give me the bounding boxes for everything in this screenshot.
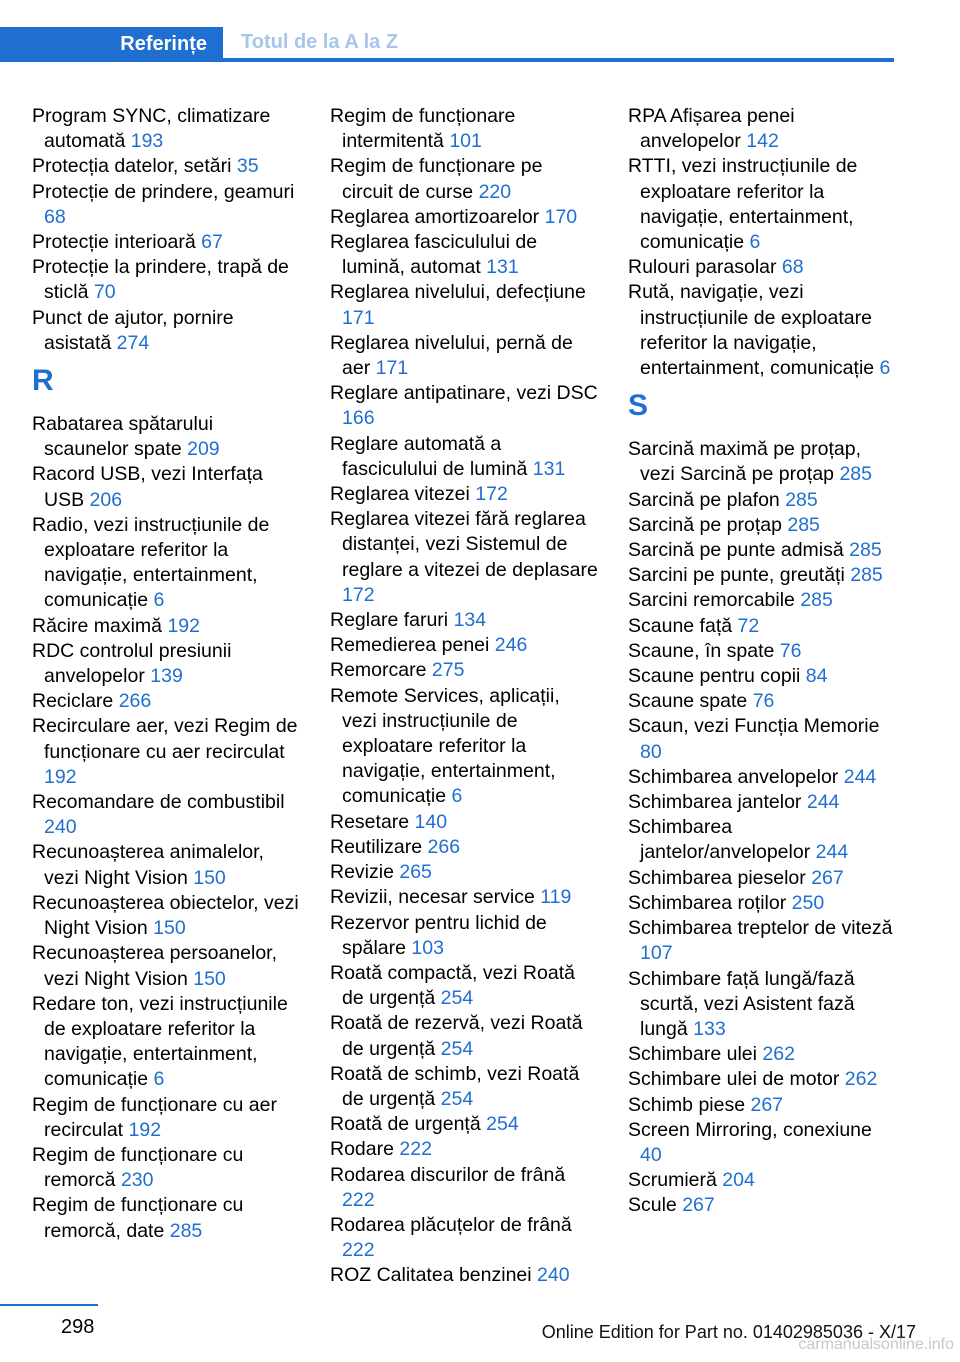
index-entry-text: Scaune spate <box>628 690 748 713</box>
index-entry-text: Schimbarea pieselor <box>628 866 806 889</box>
index-page-link[interactable]: 107 <box>640 942 673 965</box>
index-entry-text: Sarcini remorcabile <box>628 589 795 612</box>
index-entry-text: Rezervor pentru lichid de spălare <box>330 911 547 959</box>
index-entry <box>628 1168 896 1193</box>
index-column-2 <box>330 104 598 1289</box>
index-page-link[interactable]: 285 <box>785 488 818 511</box>
index-page-link[interactable]: 204 <box>722 1169 755 1192</box>
page-number: 298 <box>61 1316 95 1338</box>
index-entry-text: Scrumieră <box>628 1169 717 1192</box>
index-entry-text: Scaune față <box>628 614 733 637</box>
index-page-link[interactable]: 275 <box>431 659 465 682</box>
index-page-link[interactable]: 133 <box>693 1017 726 1040</box>
index-entry-text: Recunoașterea animalelor, vezi Night Vision <box>32 841 264 889</box>
index-entry <box>628 866 896 891</box>
index-entry <box>628 815 896 865</box>
index-page-link[interactable]: 84 <box>805 665 828 688</box>
index-page-link[interactable]: 103 <box>411 936 444 959</box>
index-entry-text: Resetare <box>330 810 410 833</box>
index-entry <box>628 967 896 1043</box>
index-page-link[interactable]: 193 <box>130 130 164 153</box>
index-page-link[interactable]: 209 <box>187 438 220 461</box>
index-entry-text: Reglarea nivelului, pernă de aer <box>330 331 573 380</box>
index-page-link[interactable]: 192 <box>167 614 200 637</box>
index-entry <box>32 1193 300 1243</box>
index-page-link[interactable]: 6 <box>749 231 761 254</box>
index-page-link[interactable]: 134 <box>453 609 487 632</box>
index-page-link[interactable]: 142 <box>746 130 779 153</box>
edition-note: Online Edition for Part no. 01402985036 - X/17 <box>541 1322 916 1342</box>
index-page-link[interactable]: 166 <box>342 407 375 430</box>
index-entry <box>32 639 300 689</box>
index-page-link[interactable]: 254 <box>486 1113 519 1136</box>
index-page-link[interactable]: 246 <box>494 634 528 657</box>
index-entry-text: Protecție de prindere, geamuri <box>32 180 295 203</box>
index-entry <box>32 255 300 305</box>
index-entry-text: Remote Services, aplicații, vezi instrucțiunile de exploatare referitor la navigație, entertainment, comunicație <box>330 684 560 808</box>
index-page-link[interactable]: 222 <box>399 1138 432 1161</box>
index-page-link[interactable]: 285 <box>849 539 882 562</box>
index-entry <box>628 765 896 790</box>
header-rule <box>0 58 894 62</box>
index-entry <box>330 835 598 860</box>
index-page-link[interactable]: 131 <box>486 256 519 279</box>
index-entry-text: Racord USB, vezi Interfața USB <box>32 463 263 511</box>
index-entry <box>628 513 896 538</box>
index-entry-text: Reglarea vitezei fără reglarea distanței, vezi Sistemul de reglare a vitezei de deplasare <box>330 508 598 581</box>
index-page-link[interactable]: 285 <box>800 589 833 612</box>
index-entry <box>628 614 896 639</box>
index-page-link[interactable]: 68 <box>44 205 66 228</box>
index-entry <box>628 1042 896 1067</box>
index-entry-text: Sarcină pe proțap <box>628 513 782 536</box>
index-entry <box>628 1067 896 1092</box>
index-entry-text: Reglarea nivelului, defecțiune <box>330 281 586 304</box>
index-entry <box>32 1143 300 1193</box>
index-entry-text: Screen Mirroring, conexiune <box>628 1118 872 1141</box>
index-page-link[interactable]: 244 <box>843 765 877 788</box>
index-entry <box>330 885 598 910</box>
index-entry <box>330 104 598 154</box>
index-entry-text: Roată de rezervă, vezi Roată de urgență <box>330 1012 583 1060</box>
index-page-link[interactable]: 262 <box>844 1068 878 1091</box>
index-entry <box>32 154 300 179</box>
index-page-link[interactable]: 230 <box>120 1169 154 1192</box>
index-entry <box>628 689 896 714</box>
index-entry <box>628 916 896 966</box>
index-page-link[interactable]: 6 <box>451 785 463 808</box>
index-entry <box>32 412 300 462</box>
index-entry-text: Schimbarea anvelopelor <box>628 765 839 788</box>
index-entry-text: Rabatarea spătarului scaunelor spate <box>32 413 214 461</box>
index-entry-text: Recirculare aer, vezi Regim de funcționare cu aer recirculat <box>32 715 298 763</box>
index-page-link[interactable]: 240 <box>537 1264 570 1287</box>
index-page-link[interactable]: 72 <box>737 614 760 637</box>
index-entry-text: ROZ Calitatea benzinei <box>330 1264 532 1287</box>
index-page-link[interactable]: 267 <box>682 1194 715 1217</box>
index-entry-text: Revizie <box>330 861 394 884</box>
index-page-link[interactable]: 119 <box>540 886 572 909</box>
index-entry <box>330 633 598 658</box>
index-entry <box>32 790 300 840</box>
index-entry-text: Regim de funcționare cu remorcă <box>32 1143 244 1192</box>
index-page-link[interactable]: 67 <box>201 231 223 254</box>
index-page-link[interactable]: 76 <box>779 639 802 662</box>
index-entry-text: Reglare antipatinare, vezi DSC <box>330 382 598 405</box>
index-entry-text: Remorcare <box>330 659 427 682</box>
index-entry <box>330 961 598 1011</box>
index-page-link[interactable]: 254 <box>440 1037 474 1060</box>
index-entry-text: Regim de funcționare intermitentă <box>330 105 516 153</box>
index-entry-text: Schimbare față lungă/fază scurtă, vezi Asistent fază lungă <box>628 967 855 1040</box>
index-page-link[interactable]: 285 <box>787 513 820 536</box>
index-page-link[interactable]: 35 <box>236 155 259 178</box>
index-entry <box>32 614 300 639</box>
index-entry-text: RPA Afișarea penei anvelopelor <box>628 105 795 153</box>
index-page-link[interactable]: 244 <box>815 841 849 864</box>
index-entry-text: Regim de funcționare cu aer recirculat <box>32 1093 277 1141</box>
index-entry-text: Schimbare ulei <box>628 1043 757 1066</box>
index-entry-text: Reciclare <box>32 690 114 713</box>
index-entry-text: Reutilizare <box>330 835 423 858</box>
index-entry <box>330 1062 598 1112</box>
index-entry <box>330 1263 598 1288</box>
index-entry-text: Răcire maximă <box>32 614 163 637</box>
index-entry-text: Reglarea amortizoarelor <box>330 205 540 228</box>
index-entry <box>628 538 896 563</box>
index-entry-text: Sarcină pe plafon <box>628 488 780 511</box>
index-entry <box>32 689 300 714</box>
index-page-link[interactable]: 131 <box>532 457 566 480</box>
index-entry-text: Reglarea fasciculului de lumină, automat <box>330 231 538 279</box>
index-entry <box>330 230 598 280</box>
index-page-link[interactable]: 172 <box>475 483 508 506</box>
index-page-link[interactable]: 244 <box>806 791 840 814</box>
index-entry-text: Protecție interioară <box>32 231 196 254</box>
index-entry <box>330 608 598 633</box>
index-entry <box>32 513 300 614</box>
index-page-link[interactable]: 192 <box>128 1118 162 1141</box>
index-page-link[interactable]: 6 <box>879 357 891 380</box>
index-entry <box>628 664 896 689</box>
index-entry <box>628 588 896 613</box>
index-entry <box>32 180 300 230</box>
index-page-link[interactable]: 265 <box>399 861 432 884</box>
index-page-link[interactable]: 220 <box>478 180 512 203</box>
index-entry <box>32 992 300 1093</box>
index-entry-text: Protecție la prindere, trapă de sticlă <box>32 256 289 304</box>
index-entry <box>330 1213 598 1263</box>
footer-rule <box>0 1304 98 1306</box>
index-entry-text: Reglare automată a fasciculului de lumină <box>330 432 528 480</box>
index-entry <box>628 1193 896 1218</box>
index-entry-text: Regim de funcționare cu remorcă, date <box>32 1194 244 1242</box>
index-entry-text: Schimb piese <box>628 1093 746 1116</box>
index-entry <box>628 563 896 588</box>
index-page-link[interactable]: 267 <box>811 866 844 889</box>
index-page-link[interactable]: 170 <box>544 205 578 228</box>
index-entry-text: Schimbarea jantelor <box>628 791 802 814</box>
index-entry-text: Rodare <box>330 1138 394 1161</box>
index-entry-text: Schimbarea roților <box>628 891 787 914</box>
index-entry-text: Recomandare de combustibil <box>32 791 285 814</box>
index-entry <box>330 684 598 810</box>
index-letter-heading: S <box>628 389 649 423</box>
index-entry-text: Schimbarea jantelor/anvelopelor <box>628 816 811 864</box>
index-page-link[interactable]: 266 <box>427 835 461 858</box>
index-page-link[interactable]: 254 <box>440 987 474 1010</box>
index-entry <box>32 462 300 512</box>
index-page-link[interactable]: 150 <box>193 866 226 889</box>
index-page-link[interactable]: 250 <box>791 891 825 914</box>
index-entry <box>330 381 598 431</box>
index-entry-text: Redare ton, vezi instrucțiunile de exploatare referitor la navigație, entertainment, comunicație <box>32 992 288 1091</box>
index-entry <box>330 154 598 204</box>
index-entry <box>330 331 598 381</box>
index-entry <box>330 280 598 330</box>
index-page-link[interactable]: 6 <box>153 589 165 612</box>
index-page-link[interactable]: 285 <box>839 463 872 486</box>
index-page-link[interactable]: 140 <box>414 810 448 833</box>
index-entry <box>330 658 598 683</box>
index-page-link[interactable]: 192 <box>44 765 77 788</box>
index-page-link[interactable]: 262 <box>762 1043 795 1066</box>
index-entry-text: Scaune pentru copii <box>628 665 801 688</box>
index-page-link[interactable]: 254 <box>440 1087 474 1110</box>
index-page-link[interactable]: 171 <box>375 357 409 380</box>
index-entry-text: Reglare faruri <box>330 609 449 632</box>
index-entry-text: Scaun, vezi Funcția Memorie <box>628 715 880 738</box>
index-entry-text: Remedierea penei <box>330 634 490 657</box>
index-entry <box>330 810 598 835</box>
index-page-link[interactable]: 240 <box>44 816 77 839</box>
index-entry-text: Rodarea plăcuțelor de frână <box>330 1213 572 1236</box>
index-entry <box>32 941 300 991</box>
index-column-1 <box>32 104 300 1244</box>
index-entry-text: Sarcină pe punte admisă <box>628 539 844 562</box>
index-entry-text: Roată compactă, vezi Roată de urgență <box>330 961 575 1010</box>
index-entry <box>32 891 300 941</box>
index-page-link[interactable]: 6 <box>153 1068 165 1091</box>
index-entry <box>330 1011 598 1061</box>
index-entry <box>628 1118 896 1168</box>
index-entry <box>32 714 300 790</box>
index-entry-text: Schimbarea treptelor de viteză <box>628 917 893 940</box>
index-entry-text: Rulouri parasolar <box>628 256 777 279</box>
index-entry-text: RTTI, vezi instrucțiunile de exploatare referitor la navigație, entertainment, comunicație <box>628 155 858 254</box>
index-entry-text: Punct de ajutor, pornire asistată <box>32 306 234 354</box>
index-entry <box>628 437 896 487</box>
index-entry <box>628 255 896 280</box>
index-entry <box>330 507 598 608</box>
index-entry <box>330 1112 598 1137</box>
index-entry-text: Protecția datelor, setări <box>32 155 232 178</box>
index-entry-text: Scaune, în spate <box>628 639 775 662</box>
watermark: carmanualsonline.info <box>798 1336 954 1353</box>
index-entry <box>32 1093 300 1143</box>
index-entry <box>330 1137 598 1162</box>
index-entry <box>628 714 896 764</box>
index-entry <box>330 860 598 885</box>
chapter-tab: Totul de la A la Z <box>241 31 399 53</box>
index-entry-text: Roată de urgență <box>330 1113 481 1136</box>
index-entry <box>32 840 300 890</box>
header-bar <box>0 27 894 61</box>
index-entry-text: Roată de schimb, vezi Roată de urgență <box>330 1062 580 1110</box>
index-page-link[interactable]: 171 <box>342 306 375 329</box>
index-entry <box>330 205 598 230</box>
index-entry-text: Revizii, necesar service <box>330 886 535 909</box>
index-page-link[interactable]: 101 <box>449 130 482 153</box>
index-page-link[interactable]: 274 <box>116 331 150 354</box>
index-entry-text: Schimbare ulei de motor <box>628 1068 840 1091</box>
index-entry <box>330 432 598 482</box>
index-entry-text: Scule <box>628 1194 677 1217</box>
index-page-link[interactable]: 285 <box>169 1219 203 1242</box>
index-page-link[interactable]: 267 <box>750 1093 784 1116</box>
index-entry-text: Rodarea discurilor de frână <box>330 1163 566 1186</box>
index-entry-text: Recunoașterea persoanelor, vezi Night Vision <box>32 942 277 990</box>
index-page-link[interactable]: 40 <box>640 1143 662 1166</box>
index-entry <box>628 639 896 664</box>
index-entry-text: Sarcini pe punte, greutăți <box>628 564 845 587</box>
index-page-link[interactable]: 222 <box>342 1239 375 1262</box>
index-page-link[interactable]: 139 <box>150 665 183 688</box>
index-entry-text: Sarcină maximă pe proțap, vezi Sarcină pe proțap <box>628 438 862 486</box>
index-entry-text: Regim de funcționare pe circuit de curse <box>330 155 543 203</box>
index-page-link[interactable]: 68 <box>781 256 804 279</box>
index-letter-heading: R <box>32 364 54 398</box>
index-page-link[interactable]: 285 <box>850 564 883 587</box>
index-entry <box>330 482 598 507</box>
index-entry <box>628 891 896 916</box>
index-entry <box>628 790 896 815</box>
index-entry-text: Reglarea vitezei <box>330 483 470 506</box>
index-page-link[interactable]: 206 <box>89 488 123 511</box>
index-entry <box>628 488 896 513</box>
index-entry-text: Radio, vezi instrucțiunile de exploatare referitor la navigație, entertainment, comunicație <box>32 513 270 612</box>
index-page-link[interactable]: 76 <box>752 690 775 713</box>
index-page-link[interactable]: 80 <box>640 740 662 763</box>
index-column-3 <box>628 104 896 1219</box>
index-page-link[interactable]: 150 <box>193 967 226 990</box>
index-entry-text: Program SYNC, climatizare automată <box>32 105 271 153</box>
index-entry-text: RDC controlul presiunii anvelopelor <box>32 639 232 688</box>
index-page-link[interactable]: 222 <box>342 1188 375 1211</box>
index-entry <box>32 230 300 255</box>
index-entry-text: Rută, navigație, vezi instrucțiunile de exploatare referitor la navigație, entertainment, comunicație <box>628 281 875 380</box>
index-entry <box>628 104 896 154</box>
index-entry <box>628 280 896 381</box>
index-entry <box>330 1163 598 1213</box>
index-page-link[interactable]: 266 <box>118 690 152 713</box>
index-entry <box>628 154 896 255</box>
index-entry <box>32 104 300 154</box>
index-entry <box>628 1093 896 1118</box>
index-entry <box>32 306 300 356</box>
index-entry-text: Recunoașterea obiectelor, vezi Night Vision <box>32 891 299 940</box>
index-page-link[interactable]: 150 <box>153 917 186 940</box>
index-entry <box>330 911 598 961</box>
section-tab: Referințe <box>0 27 223 61</box>
index-page-link[interactable]: 172 <box>342 583 375 606</box>
index-page-link[interactable]: 70 <box>93 281 116 304</box>
